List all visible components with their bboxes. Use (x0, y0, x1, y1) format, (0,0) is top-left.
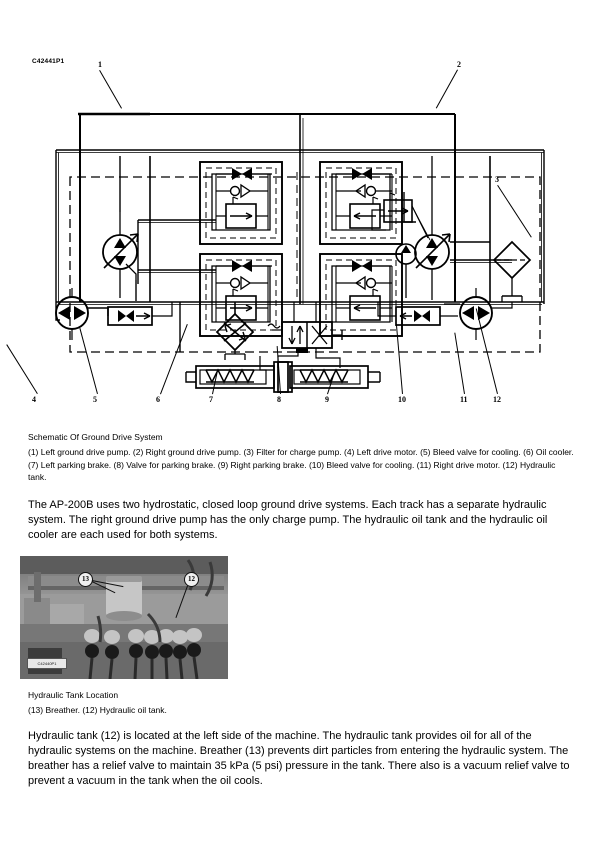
symbol-left-parking-brake (186, 356, 288, 392)
body-paragraph-1: The AP-200B uses two hydrostatic, closed loop ground drive systems. Each track has a separate hydraulic system. The right ground drive pump has the only charge pump. The hydraulic oil tank and the hydraulic oil cooler are each used for both systems. (28, 499, 548, 541)
callout-3: 3 (495, 175, 499, 184)
callout-12: 12 (493, 395, 501, 404)
callout-11: 11 (460, 395, 468, 404)
schematic-drawing (20, 52, 580, 412)
callout-4: 4 (32, 395, 36, 404)
photo-callout-13: 13 (78, 572, 93, 587)
drawing-id-label: C42441P1 (32, 58, 65, 65)
photo-callout-12: 12 (184, 572, 199, 587)
symbol-left-drive-motor (56, 288, 88, 340)
body-paragraph-2: Hydraulic tank (12) is located at the left side of the machine. The hydraulic tank provides oil for all of the hydraulic systems on the machine. Breather (13) prevents dirt particles from entering the hydraulic system. The breather has a relief valve to maintain 35 kPa (5 psi) pressure in the tank. There also is a vacuum relief valve to prevent a vacuum in the tank when the oil cools. (28, 730, 570, 787)
symbol-charge-pump-filter (494, 242, 530, 302)
symbol-left-ground-drive-pump (103, 212, 138, 298)
figure-hydraulic-tank-photo (20, 556, 228, 679)
figure-ground-drive-schematic (20, 52, 580, 412)
figure1-caption-body: (1) Left ground drive pump. (2) Right ground drive pump. (3) Filter for charge pump. (4) Left drive motor. (5) Bleed valve for cooling. (6) Oil cooler. (7) Left parking brake. (8) Valve for parking brake. (9) Right parking brake. (10) Bleed valve for cooling. (11) Right drive motor. (12) Hydraulic tank. (28, 447, 574, 482)
symbol-charge-pump (380, 244, 416, 298)
figure1-caption-title: Schematic Of Ground Drive System (28, 432, 163, 442)
callout-8: 8 (277, 395, 281, 404)
callout-1: 1 (98, 60, 102, 69)
photo-id-label: C42440P1 (27, 658, 67, 669)
figure2-caption-title: Hydraulic Tank Location (28, 690, 119, 700)
symbol-left-upper-motor-block (200, 162, 282, 244)
symbol-right-upper-motor-block (320, 162, 402, 244)
figure2-caption-body: (13) Breather. (12) Hydraulic oil tank. (28, 705, 167, 715)
callout-6: 6 (156, 395, 160, 404)
callout-7: 7 (209, 395, 213, 404)
callout-9: 9 (325, 395, 329, 404)
callout-5: 5 (93, 395, 97, 404)
callout-10: 10 (398, 395, 406, 404)
symbol-left-bleed-valve (108, 302, 172, 325)
callout-2: 2 (457, 60, 461, 69)
symbol-parking-brake-valve (268, 302, 342, 368)
